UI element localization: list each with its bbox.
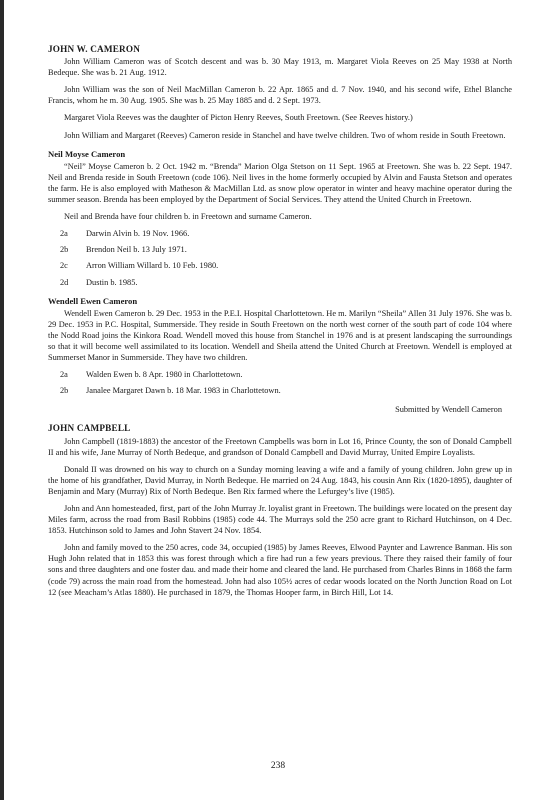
child-text: Brendon Neil b. 13 July 1971. — [86, 245, 187, 255]
section-heading: JOHN CAMPBELL — [48, 423, 131, 434]
page-number: 238 — [270, 761, 286, 771]
child-text: Janalee Margaret Dawn b. 18 Mar. 1983 in Charlottetown. — [86, 386, 281, 396]
section-heading: Wendell Ewen Cameron — [48, 295, 138, 306]
child-text: Walden Ewen b. 8 Apr. 1980 in Charlottetown. — [86, 370, 243, 380]
child-entry — [60, 260, 512, 271]
child-code: 2a — [60, 370, 68, 380]
section-heading: JOHN W. CAMERON — [48, 44, 141, 54]
paragraph: Neil and Brenda have four children b. in Freetown and surname Cameron. — [64, 212, 312, 222]
submitted-by: Submitted by Wendell Cameron — [395, 405, 502, 415]
child-entry — [60, 244, 512, 255]
section-neil-moyse-cameron — [48, 149, 512, 288]
child-code: 2b — [60, 386, 69, 396]
section-wendell-ewen-cameron — [48, 296, 512, 416]
child-entry — [60, 369, 512, 380]
child-code: 2a — [60, 229, 68, 239]
paragraph: John William Cameron was of Scotch descent and was b. 30 May 1913, m. Margaret Viola Reeves on 25 May 1938 at North Bedeque. She was b. 21 Aug. 1912. — [48, 57, 512, 78]
child-text: Arron William Willard b. 10 Feb. 1980. — [86, 261, 219, 271]
paragraph: John William and Margaret (Reeves) Cameron reside in Stanchel and have twelve children. Two of whom reside in South Freetown. — [64, 130, 506, 140]
paragraph: Wendell Ewen Cameron b. 29 Dec. 1953 in the P.E.I. Hospital Charlottetown. He m. Marilyn “Sheila” Allen 31 July 1976. She was b. 29 Dec. 1953 in P.C. Hospital, Summerside. They reside in South Freetown on the north west corner of the south part of code 104 where the Nodd Road joins the Kinkora Road. Wendell moved this house from Stanchel in 1976 and is at present landscaping the surroundings so that it will become well assimilated to its location. Wendell and Sheila attend the United Church at Freetown. Wendell is employed at Summerset Manor in Summerside. They have two children. — [48, 308, 512, 363]
paragraph: John William was the son of Neil MacMillan Cameron b. 22 Apr. 1865 and d. 7 Nov. 1940, and his second wife, Ethel Blanche Francis, whom he m. 30 Aug. 1905. She was b. 25 May 1885 and d. 2 Sept. 1973. — [48, 85, 512, 106]
section-heading: Neil Moyse Cameron — [48, 148, 126, 159]
child-text: Dustin b. 1985. — [86, 277, 138, 287]
paragraph: John Campbell (1819-1883) the ancestor of the Freetown Campbells was born in Lot 16, Prince County, the son of Donald Campbell II and his wife, Jane Murray of North Bedeque, and grandson of Donald Campbell and David Murray, United Empire Loyalists. — [48, 436, 512, 457]
paragraph: Margaret Viola Reeves was the daughter of Picton Henry Reeves, South Freetown. (See Reeves history.) — [64, 113, 413, 123]
child-code: 2c — [60, 261, 68, 271]
page-content — [48, 44, 512, 606]
child-entry — [60, 385, 512, 396]
section-john-w-cameron — [48, 44, 512, 141]
paragraph: John and Ann homesteaded, first, part of the John Murray Jr. loyalist grant in Freetown. The buildings were located on the present day Miles farm, across the road from Basil Robbins (1985) code 44. The Murrays sold the 250 acre grant to Richard Hutchinson, on 4 Dec. 1853. Hutchinson sold to James and John Stavert 24 Nov. 1854. — [48, 504, 512, 536]
child-code: 2b — [60, 245, 69, 255]
child-text: Darwin Alvin b. 19 Nov. 1966. — [86, 229, 190, 239]
child-code: 2d — [60, 277, 69, 287]
paragraph: Donald II was drowned on his way to church on a Sunday morning leaving a wife and a family of young children. John grew up in the home of his grandfather, David Murray, in North Bedeque. He married on 24 Aug. 1843, his cousin Ann Rix (1820-1895), daughter of Benjamin and Mary (Murray) Rix of North Bedeque. Ben Rix farmed where the Lefurgey’s live (1985). — [48, 464, 512, 496]
scan-edge — [0, 0, 4, 800]
section-john-campbell — [48, 423, 512, 597]
paragraph: “Neil” Moyse Cameron b. 2 Oct. 1942 m. “Brenda” Marion Olga Stetson on 11 Sept. 1965 at Freetown. She was b. 22 Sept. 1947. Neil and Brenda reside in South Freetown (code 106). Neil lives in the home formerly occupied by Alvin and Fausta Stetson and operates the farm. He is also employed with Matheson & MacMillan Ltd. as snow plow operator in winter and heavy machine operator during the summer season. Brenda has been employed by the Department of Social Services. They attend the United Church in Freetown. — [48, 161, 512, 205]
child-entry — [60, 228, 512, 239]
paragraph: John and family moved to the 250 acres, code 34, occupied (1985) by James Reeves, Elwood Paynter and Lawrence Banman. His son Hugh John related that in 1853 this was forest through which a fire had run a few years previous. There they raised their family of four sons and three daughters and one foster dau. and made their home and cleared the land. He purchased from Charles Binns in 1868 the farm (code 79) across the main road from the homestead. John had also 105½ acres of cedar woods located on the North Junction Road on Lot 12 (see Meacham’s Atlas 1880). He purchased in 1879, the Thomas Hooper farm, in Birch Hill, Lot 14. — [48, 543, 512, 597]
child-entry — [60, 277, 512, 288]
